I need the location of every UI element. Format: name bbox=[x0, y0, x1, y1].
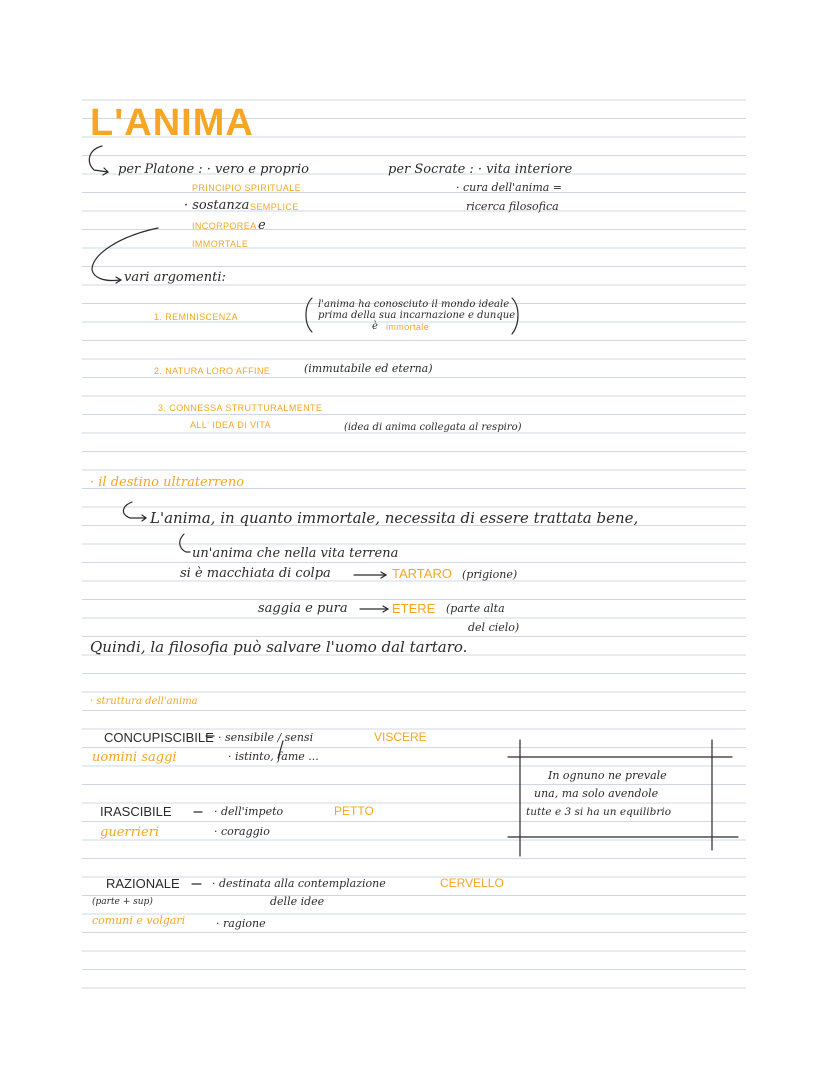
irascibile-desc-2: · coraggio bbox=[214, 825, 270, 838]
quindi-sentence: Quindi, la filosofia può salvare l'uomo dal tartaro. bbox=[90, 638, 468, 656]
tartaro-label: TARTARO bbox=[392, 566, 452, 581]
cervello-label: CERVELLO bbox=[440, 876, 504, 890]
irascibile-desc-1: · dell'impeto bbox=[214, 805, 284, 818]
destino-line-2: un'anima che nella vita terrena bbox=[192, 546, 399, 561]
socrate-ricerca: ricerca filosofica bbox=[466, 200, 559, 213]
concupiscibile-desc-1: · sensibile / sensi bbox=[218, 731, 314, 744]
semplice-label: SEMPLICE bbox=[250, 202, 299, 212]
argomento-1-note-3-or: immortale bbox=[386, 322, 430, 332]
argomento-3-label-1: 3. CONNESSA STRUTTURALMENTE bbox=[158, 403, 323, 413]
box-line-1: In ognuno ne prevale bbox=[548, 769, 667, 782]
destino-line-3: si è macchiata di colpa bbox=[180, 566, 331, 581]
razionale-desc-2: · ragione bbox=[216, 917, 266, 930]
socrate-intro: per Socrate : · vita interiore bbox=[388, 162, 573, 177]
struttura-heading: · struttura dell'anima bbox=[90, 696, 198, 707]
concupiscibile-name: CONCUPISCIBILE bbox=[104, 730, 214, 745]
argomento-1-note-1: l'anima ha conosciuto il mondo ideale bbox=[318, 299, 510, 310]
incorporea-label: INCORPOREA bbox=[192, 221, 257, 231]
irascibile-who: guerrieri bbox=[100, 825, 160, 840]
razionale-who: comuni e volgari bbox=[92, 914, 186, 927]
argomento-1-note-2: prima della sua incarnazione e dunque bbox=[318, 310, 516, 321]
argomenti-intro: vari argomenti: bbox=[124, 270, 226, 285]
razionale-name: RAZIONALE bbox=[106, 876, 180, 891]
argomento-3-label-2: ALL' IDEA DI VITA bbox=[190, 420, 271, 430]
curved-arrow-icon bbox=[89, 146, 108, 172]
razionale-desc-1b: delle idee bbox=[270, 895, 325, 908]
socrate-cura: · cura dell'anima = bbox=[456, 181, 563, 194]
concupiscibile-who: uomini saggi bbox=[92, 750, 177, 765]
immortale-label: IMMORTALE bbox=[192, 239, 249, 249]
box-line-3: tutte e 3 si ha un equilibrio bbox=[526, 806, 672, 818]
argomento-2-label: 2. NATURA LORO AFFINE bbox=[154, 366, 271, 376]
argomento-3-note: (idea di anima collegata al respiro) bbox=[344, 422, 522, 433]
petto-label: PETTO bbox=[334, 804, 374, 818]
platone-intro: per Platone : · vero e proprio bbox=[118, 162, 309, 177]
destino-heading: · il destino ultraterreno bbox=[90, 475, 245, 490]
argomento-1-note-3-pre: è bbox=[372, 321, 378, 332]
curved-arrow-icon bbox=[180, 534, 190, 552]
argomento-2-note: (immutabile ed eterna) bbox=[304, 362, 433, 375]
irascibile-name: IRASCIBILE bbox=[100, 804, 172, 819]
concupiscibile-desc-2: · istinto, fame ... bbox=[228, 750, 319, 763]
e-label: e bbox=[258, 218, 266, 233]
prigione-label: (prigione) bbox=[462, 568, 518, 581]
etere-note-2: del cielo) bbox=[468, 621, 520, 634]
box-line-2: una, ma solo avendole bbox=[534, 787, 659, 800]
sostanza-label: · sostanza bbox=[184, 198, 250, 213]
viscere-label: VISCERE bbox=[374, 730, 427, 744]
principio-spirituale: PRINCIPIO SPIRITUALE bbox=[192, 183, 302, 193]
bracket-left bbox=[306, 298, 312, 332]
saggia-label: saggia e pura bbox=[258, 601, 348, 616]
argomento-1-label: 1. REMINISCENZA bbox=[154, 312, 239, 322]
destino-line-1: L'anima, in quanto immortale, necessita di essere trattata bene, bbox=[150, 509, 639, 527]
page-title: L'ANIMA bbox=[90, 102, 254, 144]
razionale-who-pre: (parte + sup) bbox=[92, 897, 153, 907]
razionale-desc-1: · destinata alla contemplazione bbox=[212, 877, 386, 890]
etere-note-1: (parte alta bbox=[446, 602, 505, 615]
etere-label: ETERE bbox=[392, 601, 436, 616]
